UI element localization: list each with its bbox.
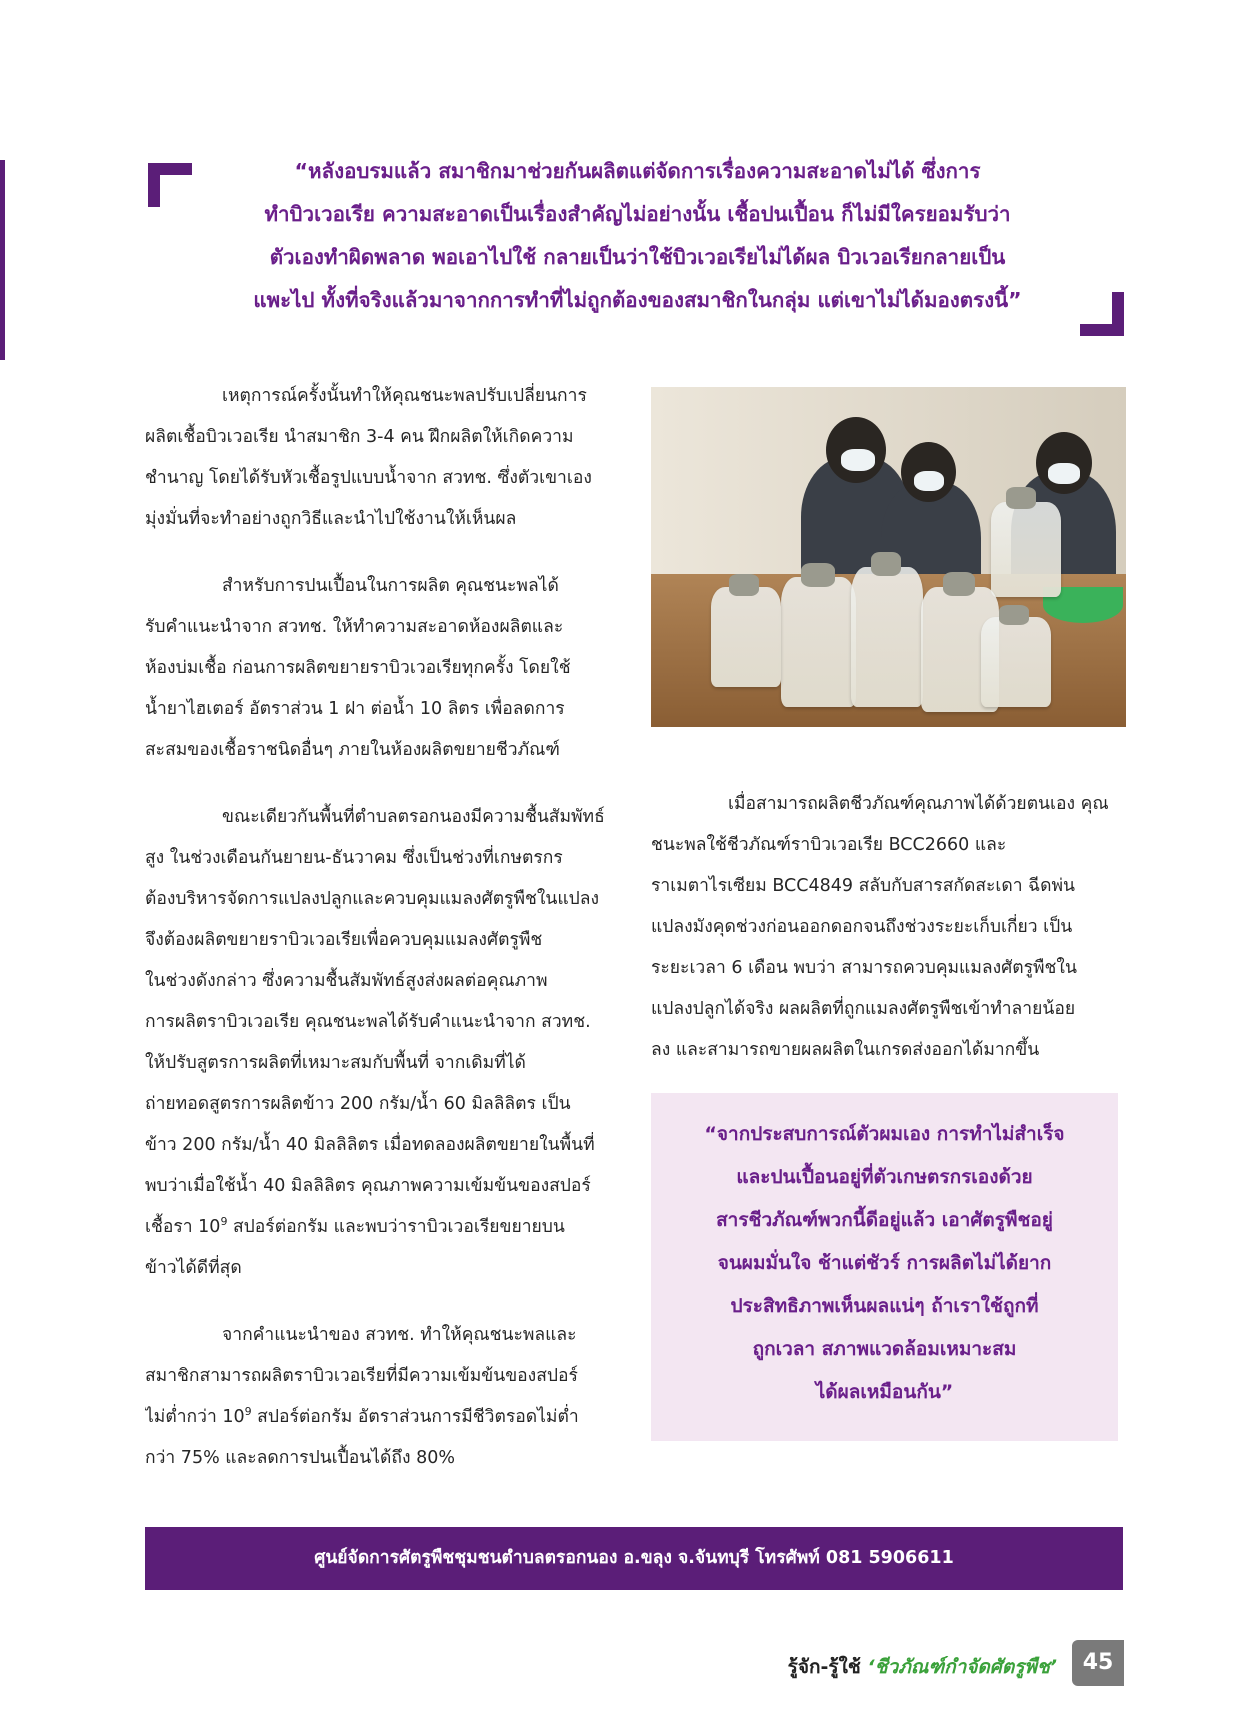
photo-cap <box>943 572 975 596</box>
text-line: พบว่าเมื่อใช้น้ำ 40 มิลลิลิตร คุณภาพความเข้มข้นของสปอร์ <box>145 1176 591 1196</box>
paragraph-3 <box>145 797 620 1289</box>
text-fragment: เชื้อรา 10 <box>145 1217 221 1237</box>
text-line: ลง และสามารถขายผลผลิตในเกรดส่งออกได้มากขึ้น <box>651 1040 1040 1060</box>
testimonial-line: “จากประสบการณ์ตัวผมเอง การทำไม่สำเร็จ <box>704 1123 1065 1145</box>
text-line: สูง ในช่วงเดือนกันยายน-ธันวาคม ซึ่งเป็นช่วงที่เกษตรกร <box>145 848 563 868</box>
testimonial-line: จนผมมั่นใจ ช้าแต่ชัวร์ การผลิตไม่ได้ยาก <box>717 1252 1052 1274</box>
text-fragment: สปอร์ต่อกรัม อัตราส่วนการมีชีวิตรอดไม่ต่ำ <box>251 1407 579 1427</box>
photo-cap <box>729 574 759 596</box>
running-footer <box>788 1652 1057 1682</box>
text-line: จากคำแนะนำของ สวทช. ทำให้คุณชนะพลและ <box>222 1325 577 1345</box>
text-line: ผลิตเชื้อบิวเวอเรีย นำสมาชิก 3-4 คน ฝึกผลิตให้เกิดความ <box>145 427 574 447</box>
text-line: ห้องบ่มเชื้อ ก่อนการผลิตขยายราบิวเวอเรียทุกครั้ง โดยใช้ <box>145 658 571 678</box>
photo-cap <box>999 605 1029 625</box>
text-line: น้ำยาไฮเตอร์ อัตราส่วน 1 ฝา ต่อน้ำ 10 ลิตร เพื่อลดการ <box>145 699 565 719</box>
article-photo <box>651 387 1126 727</box>
photo-cap <box>1006 487 1036 509</box>
photo-mask <box>841 449 875 471</box>
series-name: ‘ชีวภัณฑ์กำจัดศัตรูพืช’ <box>867 1656 1057 1678</box>
paragraph-1 <box>145 376 620 540</box>
text-line: ชำนาญ โดยได้รับหัวเชื้อรูปแบบน้ำจาก สวทช. ซึ่งตัวเขาเอง <box>145 468 592 488</box>
quote-bracket-close <box>1080 292 1124 336</box>
left-column <box>145 376 620 1505</box>
quote-bracket-open <box>148 163 192 207</box>
photo-bag <box>711 587 781 687</box>
photo-cap <box>871 552 901 576</box>
testimonial-line: ถูกเวลา สภาพแวดล้อมเหมาะสม <box>752 1338 1017 1360</box>
text-line: ชนะพลใช้ชีวภัณฑ์ราบิวเวอเรีย BCC2660 และ <box>651 835 1007 855</box>
series-prefix: รู้จัก-รู้ใช้ <box>787 1656 868 1678</box>
paragraph-right-1 <box>651 784 1126 1071</box>
testimonial-line: ได้ผลเหมือนกัน” <box>815 1381 954 1403</box>
left-accent-rule <box>0 160 5 360</box>
exponent: 9 <box>220 1215 228 1229</box>
text-line: สำหรับการปนเปื้อนในการผลิต คุณชนะพลได้ <box>222 576 559 596</box>
testimonial-box <box>651 1093 1118 1441</box>
photo-cap <box>801 563 835 587</box>
pull-quote <box>210 150 1065 322</box>
text-line: ถ่ายทอดสูตรการผลิตข้าว 200 กรัม/น้ำ 60 มิลลิลิตร เป็น <box>145 1094 571 1114</box>
contact-footer-bar: ศูนย์จัดการศัตรูพืชชุมชนตำบลตรอกนอง อ.ขลุง จ.จันทบุรี โทรศัพท์ 081 5906611 <box>145 1527 1123 1590</box>
photo-mask <box>914 471 944 491</box>
text-line: ให้ปรับสูตรการผลิตที่เหมาะสมกับพื้นที่ จากเดิมที่ได้ <box>145 1053 526 1073</box>
text-fragment: ไม่ต่ำกว่า 10 <box>145 1407 245 1427</box>
text-line: เหตุการณ์ครั้งนั้นทำให้คุณชนะพลปรับเปลี่ยนการ <box>222 386 587 406</box>
text-line: ในช่วงดังกล่าว ซึ่งความชื้นสัมพัทธ์สูงส่งผลต่อคุณภาพ <box>145 971 548 991</box>
text-line: สะสมของเชื้อราชนิดอื่นๆ ภายในห้องผลิตขยายชีวภัณฑ์ <box>145 740 560 760</box>
text-line: ราเมตาไรเซียม BCC4849 สลับกับสารสกัดสะเดา ฉีดพ่น <box>651 876 1075 896</box>
text-line: ข้าวได้ดีที่สุด <box>145 1258 242 1278</box>
testimonial-line: สารชีวภัณฑ์พวกนี้ดีอยู่แล้ว เอาศัตรูพืชอยู่ <box>716 1209 1053 1231</box>
text-line: สมาชิกสามารถผลิตราบิวเวอเรียที่มีความเข้มข้นของสปอร์ <box>145 1366 578 1386</box>
photo-bag <box>851 567 923 707</box>
pull-quote-line: ทำบิวเวอเรีย ความสะอาดเป็นเรื่องสำคัญไม่อย่างนั้น เชื้อปนเปื้อน ก็ไม่มีใครยอมรับว่า <box>264 202 1011 226</box>
text-line: กว่า 75% และลดการปนเปื้อนได้ถึง 80% <box>145 1448 455 1468</box>
text-line: ข้าว 200 กรัม/น้ำ 40 มิลลิลิตร เมื่อทดลองผลิตขยายในพื้นที่ <box>145 1135 595 1155</box>
photo-bag <box>781 577 856 707</box>
page-number: 45 <box>1072 1640 1124 1686</box>
text-line: จึงต้องผลิตขยายราบิวเวอเรียเพื่อควบคุมแมลงศัตรูพืช <box>145 930 543 950</box>
text-fragment: สปอร์ต่อกรัม และพบว่าราบิวเวอเรียขยายบน <box>227 1217 565 1237</box>
text-line: ต้องบริหารจัดการแปลงปลูกและควบคุมแมลงศัตรูพืชในแปลง <box>145 889 600 909</box>
pull-quote-line: ตัวเองทำผิดพลาด พอเอาไปใช้ กลายเป็นว่าใช้บิวเวอเรียไม่ได้ผล บิวเวอเรียกลายเป็น <box>269 245 1006 269</box>
right-column <box>651 784 1126 1097</box>
photo-mask <box>1048 463 1080 484</box>
text-line-with-exponent <box>145 1397 620 1438</box>
paragraph-2 <box>145 566 620 771</box>
text-line: การผลิตราบิวเวอเรีย คุณชนะพลได้รับคำแนะนำจาก สวทช. <box>145 1012 591 1032</box>
text-line-with-exponent <box>145 1207 620 1248</box>
photo-bag <box>981 617 1051 707</box>
text-line: แปลงปลูกได้จริง ผลผลิตที่ถูกแมลงศัตรูพืชเข้าทำลายน้อย <box>651 999 1076 1019</box>
photo-bag <box>991 502 1061 597</box>
text-line: มุ่งมั่นที่จะทำอย่างถูกวิธีและนำไปใช้งานให้เห็นผล <box>145 509 517 529</box>
text-line: เมื่อสามารถผลิตชีวภัณฑ์คุณภาพได้ด้วยตนเอง คุณ <box>728 794 1109 814</box>
exponent: 9 <box>244 1405 252 1419</box>
pull-quote-line: “หลังอบรมแล้ว สมาชิกมาช่วยกันผลิตแต่จัดการเรื่องความสะอาดไม่ได้ ซึ่งการ <box>294 159 981 183</box>
pull-quote-line: แพะไป ทั้งที่จริงแล้วมาจากการทำที่ไม่ถูกต้องของสมาชิกในกลุ่ม แต่เขาไม่ได้มองตรงนี้” <box>253 288 1022 312</box>
testimonial-line: ประสิทธิภาพเห็นผลแน่ๆ ถ้าเราใช้ถูกที่ <box>730 1295 1039 1317</box>
text-line: ขณะเดียวกันพื้นที่ตำบลตรอกนองมีความชื้นสัมพัทธ์ <box>222 807 605 827</box>
text-line: แปลงมังคุดช่วงก่อนออกดอกจนถึงช่วงระยะเก็บเกี่ยว เป็น <box>651 917 1073 937</box>
text-line: ระยะเวลา 6 เดือน พบว่า สามารถควบคุมแมลงศัตรูพืชใน <box>651 958 1077 978</box>
testimonial-line: และปนเปื้อนอยู่ที่ตัวเกษตรกรเองด้วย <box>736 1166 1033 1188</box>
text-line: รับคำแนะนำจาก สวทช. ให้ทำความสะอาดห้องผลิตและ <box>145 617 564 637</box>
paragraph-4 <box>145 1315 620 1479</box>
